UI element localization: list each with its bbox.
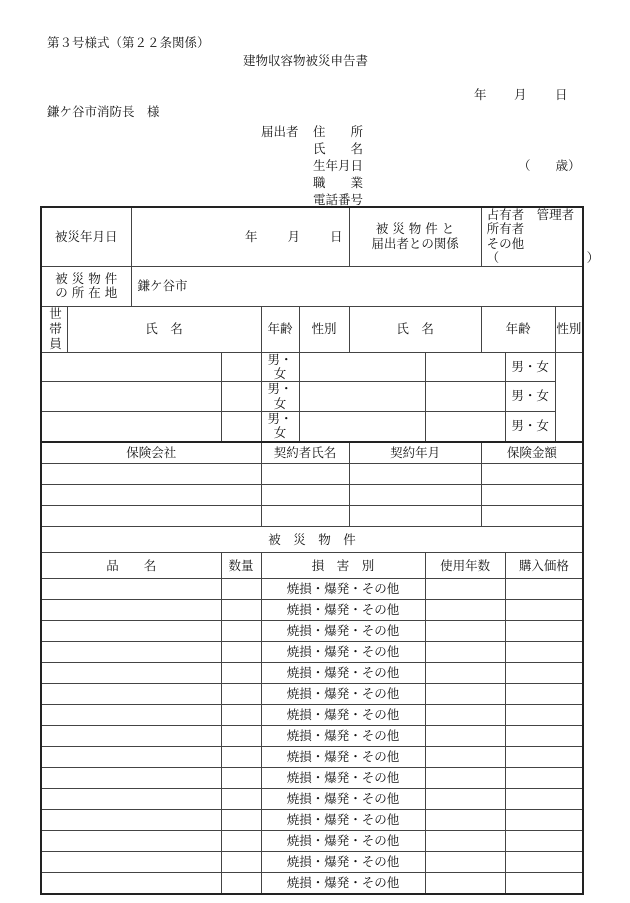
item-name-cell[interactable]	[41, 600, 221, 621]
household-name-cell-2[interactable]	[299, 382, 425, 412]
document-title: 建物収容物被災申告書	[243, 53, 369, 68]
item-row	[41, 600, 583, 621]
household-age-cell-1[interactable]	[221, 412, 261, 442]
item-name-cell[interactable]	[41, 810, 221, 831]
insurance-cell-2[interactable]	[261, 485, 349, 506]
disaster-date-year: 年	[245, 228, 258, 244]
item-years-cell[interactable]	[425, 831, 505, 852]
item-name-cell[interactable]	[41, 768, 221, 789]
insurance-cell-4[interactable]	[481, 485, 583, 506]
item-price-cell[interactable]	[505, 621, 583, 642]
items-section-row	[41, 527, 583, 553]
household-age-cell-2[interactable]	[425, 382, 505, 412]
item-years-cell[interactable]	[425, 852, 505, 873]
item-quantity-cell[interactable]	[221, 768, 261, 789]
item-name-cell[interactable]	[41, 642, 221, 663]
item-quantity-cell[interactable]	[221, 621, 261, 642]
household-label	[41, 306, 67, 352]
item-row	[41, 747, 583, 768]
item-years-cell[interactable]	[425, 789, 505, 810]
date-year: 年	[474, 87, 487, 102]
item-damage-cell[interactable]: 焼損・爆発・その他	[261, 684, 425, 705]
item-price-cell[interactable]	[505, 579, 583, 600]
item-years-cell[interactable]	[425, 810, 505, 831]
household-header-name-2: 氏 名	[349, 306, 481, 352]
relation-options[interactable]	[481, 207, 600, 266]
item-price-cell[interactable]	[505, 663, 583, 684]
relation-options-line2: その他（ ）	[486, 235, 600, 266]
relation-options-line1: 占有者 管理者 所有者	[486, 207, 587, 237]
items-header-name: 品 名	[41, 553, 221, 579]
item-name-cell[interactable]	[41, 852, 221, 873]
item-row	[41, 810, 583, 831]
disaster-date-day: 日	[330, 228, 343, 244]
item-damage-cell[interactable]: 焼損・爆発・その他	[261, 789, 425, 810]
item-price-cell[interactable]	[505, 684, 583, 705]
household-body	[41, 352, 583, 442]
insurance-row	[41, 464, 583, 485]
location-label	[41, 266, 131, 306]
item-price-cell[interactable]	[505, 705, 583, 726]
household-row	[41, 382, 583, 412]
insurance-header-holder: 契約者氏名	[261, 442, 349, 464]
applicant-field-name: 氏 名	[313, 141, 364, 156]
item-damage-cell[interactable]: 焼損・爆発・その他	[261, 747, 425, 768]
insurance-cell-4[interactable]	[481, 464, 583, 485]
item-price-cell[interactable]	[505, 852, 583, 873]
item-quantity-cell[interactable]	[221, 705, 261, 726]
item-row	[41, 768, 583, 789]
insurance-cell-3[interactable]	[349, 485, 481, 506]
item-name-cell[interactable]	[41, 621, 221, 642]
insurance-cell-1[interactable]	[41, 464, 261, 485]
household-name-cell-1[interactable]	[41, 382, 221, 412]
item-price-cell[interactable]	[505, 768, 583, 789]
item-name-cell[interactable]	[41, 747, 221, 768]
insurance-body	[41, 464, 583, 527]
item-damage-cell[interactable]: 焼損・爆発・その他	[261, 579, 425, 600]
household-header-age-2: 年齢	[481, 306, 555, 352]
item-row	[41, 579, 583, 600]
item-years-cell[interactable]	[425, 579, 505, 600]
form-number: 第３号様式（第２２条関係）	[47, 35, 210, 50]
disaster-date-row	[41, 207, 583, 266]
location-row	[41, 266, 583, 306]
household-label-text: 世帯員	[47, 306, 63, 352]
item-price-cell[interactable]	[505, 831, 583, 852]
location-label-line2: の 所 在 地	[55, 285, 118, 300]
item-years-cell[interactable]	[425, 684, 505, 705]
applicant-field-birthdate: 生年月日	[313, 158, 364, 173]
item-name-cell[interactable]	[41, 579, 221, 600]
item-price-cell[interactable]	[505, 810, 583, 831]
item-name-cell[interactable]	[41, 684, 221, 705]
item-quantity-cell[interactable]	[221, 663, 261, 684]
item-quantity-cell[interactable]	[221, 831, 261, 852]
household-age-cell-1[interactable]	[221, 352, 261, 382]
item-price-cell[interactable]	[505, 873, 583, 894]
item-quantity-cell[interactable]	[221, 600, 261, 621]
household-header-row	[41, 306, 583, 352]
location-label-line1: 被 災 物 件	[55, 270, 118, 286]
addressee: 鎌ケ谷市消防長 様	[47, 104, 160, 119]
items-section-title: 被 災 物 件	[41, 527, 583, 553]
insurance-cell-1[interactable]	[41, 485, 261, 506]
household-header-gender-2: 性別	[555, 306, 583, 352]
insurance-cell-4[interactable]	[481, 506, 583, 527]
date-month: 月	[514, 87, 527, 102]
item-damage-cell[interactable]: 焼損・爆発・その他	[261, 642, 425, 663]
item-damage-cell[interactable]: 焼損・爆発・その他	[261, 831, 425, 852]
item-name-cell[interactable]	[41, 726, 221, 747]
item-name-cell[interactable]	[41, 873, 221, 894]
insurance-header-amount: 保険金額	[481, 442, 583, 464]
disaster-date-label: 被災年月日	[41, 207, 131, 266]
applicant-field-occupation: 職 業	[313, 175, 364, 190]
household-name-cell-2[interactable]	[299, 412, 425, 442]
item-years-cell[interactable]	[425, 705, 505, 726]
household-age-cell-2[interactable]	[425, 412, 505, 442]
item-years-cell[interactable]	[425, 621, 505, 642]
item-damage-cell[interactable]: 焼損・爆発・その他	[261, 852, 425, 873]
household-age-cell-1[interactable]	[221, 382, 261, 412]
relation-label	[349, 207, 481, 266]
items-header-row	[41, 553, 583, 579]
item-years-cell[interactable]	[425, 747, 505, 768]
item-quantity-cell[interactable]	[221, 642, 261, 663]
items-header-years-used: 使用年数	[425, 553, 505, 579]
item-quantity-cell[interactable]	[221, 852, 261, 873]
items-body	[41, 579, 583, 894]
item-name-cell[interactable]	[41, 789, 221, 810]
item-quantity-cell[interactable]	[221, 684, 261, 705]
item-price-cell[interactable]	[505, 747, 583, 768]
item-row	[41, 705, 583, 726]
item-damage-cell[interactable]: 焼損・爆発・その他	[261, 621, 425, 642]
items-header-price: 購入価格	[505, 553, 583, 579]
insurance-cell-3[interactable]	[349, 506, 481, 527]
applicant-label: 届出者	[261, 124, 299, 139]
household-header-age-1: 年齢	[261, 306, 299, 352]
item-years-cell[interactable]	[425, 726, 505, 747]
item-row	[41, 789, 583, 810]
item-years-cell[interactable]	[425, 873, 505, 894]
household-row	[41, 412, 583, 442]
insurance-cell-3[interactable]	[349, 464, 481, 485]
item-quantity-cell[interactable]	[221, 579, 261, 600]
item-row	[41, 663, 583, 684]
applicant-field-phone: 電話番号	[313, 192, 364, 207]
items-header-damage: 損 害 別	[261, 553, 425, 579]
item-quantity-cell[interactable]	[221, 789, 261, 810]
report-form-table	[40, 206, 600, 895]
item-quantity-cell[interactable]	[221, 873, 261, 894]
insurance-row	[41, 485, 583, 506]
relation-label-line2: 届出者との関係	[371, 235, 459, 251]
household-name-cell-1[interactable]	[41, 412, 221, 442]
item-damage-cell[interactable]: 焼損・爆発・その他	[261, 663, 425, 684]
item-price-cell[interactable]	[505, 600, 583, 621]
household-gender-cell-2[interactable]: 男・女	[505, 352, 555, 382]
insurance-header-row	[41, 442, 583, 464]
household-gender-cell-1[interactable]: 男・女	[261, 352, 299, 382]
item-row	[41, 684, 583, 705]
item-damage-cell[interactable]: 焼損・爆発・その他	[261, 726, 425, 747]
item-price-cell[interactable]	[505, 789, 583, 810]
item-row	[41, 852, 583, 873]
household-header-name-1: 氏 名	[67, 306, 261, 352]
date-day: 日	[555, 87, 568, 102]
insurance-cell-2[interactable]	[261, 464, 349, 485]
item-price-cell[interactable]	[505, 726, 583, 747]
item-name-cell[interactable]	[41, 831, 221, 852]
insurance-header-contract-date: 契約年月	[349, 442, 481, 464]
insurance-row	[41, 506, 583, 527]
item-row	[41, 873, 583, 894]
household-gender-cell-1[interactable]: 男・女	[261, 412, 299, 442]
applicant-field-address: 住 所	[313, 124, 364, 139]
item-quantity-cell[interactable]	[221, 747, 261, 768]
item-damage-cell[interactable]: 焼損・爆発・その他	[261, 873, 425, 894]
relation-label-line1: 被 災 物 件 と	[375, 221, 455, 237]
item-damage-cell[interactable]: 焼損・爆発・その他	[261, 600, 425, 621]
household-age-cell-2[interactable]	[425, 352, 505, 382]
household-row	[41, 352, 583, 382]
disaster-date-field[interactable]	[131, 207, 349, 266]
applicant-age: （ 歳）	[518, 158, 581, 173]
item-row	[41, 621, 583, 642]
household-name-cell-2[interactable]	[299, 352, 425, 382]
location-value[interactable]: 鎌ケ谷市	[131, 266, 583, 306]
disaster-date-month: 月	[287, 228, 301, 244]
item-name-cell[interactable]	[41, 705, 221, 726]
household-name-cell-1[interactable]	[41, 352, 221, 382]
insurance-header-company: 保険会社	[41, 442, 261, 464]
item-quantity-cell[interactable]	[221, 810, 261, 831]
household-gender-cell-1[interactable]: 男・女	[261, 382, 299, 412]
item-years-cell[interactable]	[425, 600, 505, 621]
item-years-cell[interactable]	[425, 768, 505, 789]
item-name-cell[interactable]	[41, 663, 221, 684]
item-years-cell[interactable]	[425, 663, 505, 684]
item-years-cell[interactable]	[425, 642, 505, 663]
household-header-gender-1: 性別	[299, 306, 349, 352]
item-damage-cell[interactable]: 焼損・爆発・その他	[261, 768, 425, 789]
item-damage-cell[interactable]: 焼損・爆発・その他	[261, 810, 425, 831]
item-quantity-cell[interactable]	[221, 726, 261, 747]
item-row	[41, 726, 583, 747]
insurance-cell-1[interactable]	[41, 506, 261, 527]
item-row	[41, 642, 583, 663]
insurance-cell-2[interactable]	[261, 506, 349, 527]
household-gender-cell-2[interactable]: 男・女	[505, 412, 555, 442]
item-price-cell[interactable]	[505, 642, 583, 663]
items-header-quantity: 数量	[221, 553, 261, 579]
household-gender-cell-2[interactable]: 男・女	[505, 382, 555, 412]
item-damage-cell[interactable]: 焼損・爆発・その他	[261, 705, 425, 726]
item-row	[41, 831, 583, 852]
